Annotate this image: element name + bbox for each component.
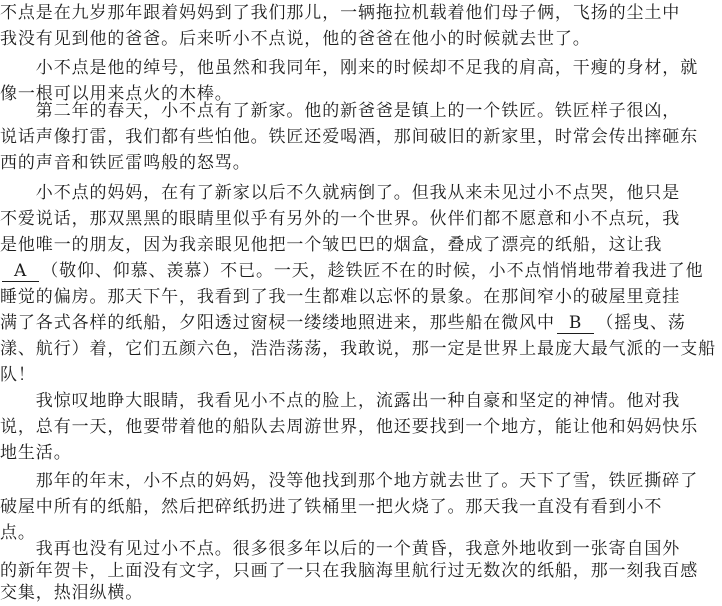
text-line: 那年的年末，小不点的妈妈，没等他找到那个地方就去世了。天下了雪，铁匠撕碎了 — [0, 471, 699, 491]
text-line: 破屋中所有的纸船，然后把碎纸扔进了铁桶里一把火烧了。那天我一直没有看到小不 — [0, 497, 663, 517]
text-line: 不爱说话，那双黑黑的眼睛里似乎有另外的一个世界。伙伴们都不愿意和小不点玩，我 — [0, 209, 681, 229]
text-line: 第二年的春天，小不点有了新家。他的新爸爸是镇上的一个铁匠。铁匠样子很凶， — [0, 101, 681, 121]
text-line: 我没有见到他的爸爸。后来听小不点说，他的爸爸在他小的时候就去世了。 — [0, 29, 591, 49]
text-line-with-blank-a — [0, 258, 722, 284]
text-line: 说，总有一天，他要带着他的船队去周游世界，他还要找到一个地方，能让他和妈妈快乐 — [0, 417, 699, 437]
text-segment: （敬仰、仰慕、羡慕）不已。一天，趁铁匠不在的时候，小不点悄悄地带着我进了他 — [41, 261, 704, 281]
text-line: 西的声音和铁匠雷鸣般的怒骂。 — [0, 153, 251, 173]
text-segment: 满了各式各样的纸船，夕阳透过窗棂一缕缕地照进来，那些船在微风中 — [0, 313, 555, 333]
text-line: 像一根可以用来点火的木棒。 — [0, 84, 233, 104]
text-line: 小不点的妈妈，在有了新家以后不久就病倒了。但我从来未见过小不点哭，他只是 — [0, 183, 681, 203]
text-line: 交集，热泪纵横。 — [0, 583, 144, 603]
text-line: 不点是在九岁那年跟着妈妈到了我们那儿，一辆拖拉机载着他们母子俩，飞扬的尘土中 — [0, 3, 681, 23]
text-line: 我再也没有见过小不点。很多很多年以后的一个黄昏，我意外地收到一张寄自国外 — [0, 539, 681, 559]
text-segment: （摇曳、荡 — [596, 313, 686, 333]
text-line: 是他唯一的朋友，因为我亲眼见他把一个皱巴巴的烟盒，叠成了漂亮的纸船，这让我 — [0, 235, 663, 255]
text-line: 漾、航行）着，它们五颜六色，浩浩荡荡，我敢说，那一定是世界上最庞大最气派的一支船 — [0, 339, 716, 359]
blank-a[interactable]: A — [2, 261, 39, 282]
text-line: 的新年贺卡，上面没有文字，只画了一只在我脑海里航行过无数次的纸船，那一刻我百感 — [0, 561, 699, 581]
text-line: 队！ — [0, 365, 36, 385]
blank-b[interactable]: B — [557, 313, 594, 334]
text-line: 说话声像打雷，我们都有些怕他。铁匠还爱喝酒，那间破旧的新家里，时常会传出摔砸东 — [0, 127, 699, 147]
text-line: 我惊叹地睁大眼睛，我看见小不点的脸上，流露出一种自豪和坚定的神情。他对我 — [0, 391, 681, 411]
text-line-with-blank-b — [0, 310, 722, 336]
text-line: 睡觉的偏房。那天下午，我看到了我一生都难以忘怀的景象。在那间窄小的破屋里竟挂 — [0, 287, 681, 307]
text-line: 地生活。 — [0, 443, 72, 463]
text-line: 点。 — [0, 523, 36, 543]
text-line: 小不点是他的绰号，他虽然和我同年，刚来的时候却不足我的肩高，干瘦的身材，就 — [0, 58, 699, 78]
